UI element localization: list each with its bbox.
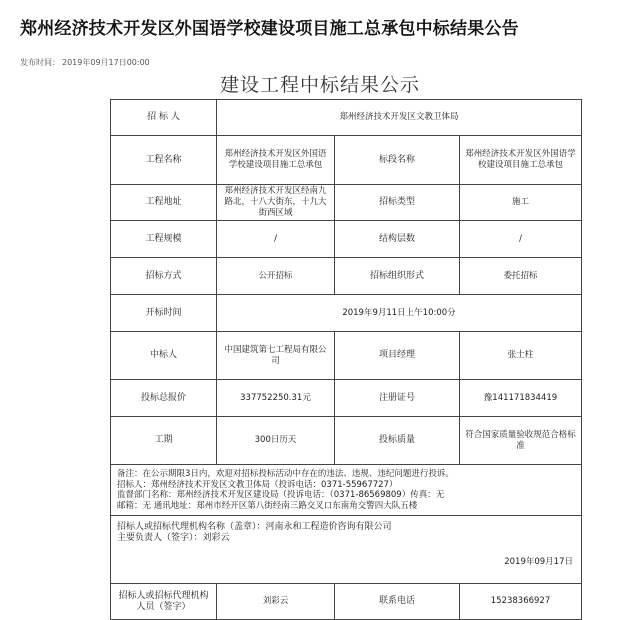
tender-organization-value: 委托招标 [460, 258, 582, 295]
structure-floors-value: / [460, 221, 582, 258]
table-row [111, 417, 582, 465]
announcement-headline: 郑州经济技术开发区外国语学校建设项目施工总承包中标结果公告 [20, 19, 519, 39]
document-title: 建设工程中标结果公示 [219, 74, 420, 96]
tenderer-label: 招 标 人 [111, 100, 217, 136]
tenderer-value: 郑州经济技术开发区文教卫体局 [217, 100, 582, 136]
bid-price-label: 投标总报价 [111, 380, 217, 417]
project-address-label: 工程地址 [111, 185, 217, 221]
bid-price-value: 337752250.31元 [217, 380, 335, 417]
contact-person-label: 招标人或招标代理机构人员（签字） [111, 584, 217, 620]
bid-quality-value: 符合国家质量验收规范合格标准 [460, 417, 582, 465]
project-manager-label: 项目经理 [335, 332, 460, 380]
table-row [111, 332, 582, 380]
table-row [111, 465, 582, 516]
publish-time [20, 57, 152, 68]
notes-cell [111, 465, 582, 516]
tender-type-label: 招标类型 [335, 185, 460, 221]
project-scale-label: 工程规模 [111, 221, 217, 258]
registration-number-value: 豫141171834419 [460, 380, 582, 417]
table-row [111, 516, 582, 584]
tender-type-value: 施工 [460, 185, 582, 221]
opening-time-value: 2019年9月11日上午10:00分 [217, 295, 582, 332]
publish-time-label: 发布时间： [20, 58, 60, 67]
table-row [111, 380, 582, 417]
project-address-value: 郑州经济技术开发区经南九路北，十八大街东，十九大街西区域 [217, 185, 335, 221]
agent-responsible-line: 主要负责人（签字）：刘彩云 [117, 533, 230, 543]
notes-line: 监督部门名称：郑州经济技术开发区建设局（投诉电话：（0371-86569809）传真：无 [117, 490, 445, 500]
project-name-value: 郑州经济技术开发区外国语学校建设项目施工总承包 [217, 136, 335, 185]
table-row [111, 584, 582, 620]
table-row [111, 258, 582, 295]
table-row [111, 221, 582, 258]
contact-phone-label: 联系电话 [335, 584, 460, 620]
tender-method-value: 公开招标 [217, 258, 335, 295]
signature-date: 2019年09月17日 [504, 557, 573, 567]
contact-person-name: 刘彩云 [217, 584, 335, 620]
tender-method-label: 招标方式 [111, 258, 217, 295]
duration-value: 300日历天 [217, 417, 335, 465]
project-manager-value: 张士柱 [460, 332, 582, 380]
section-name-value: 郑州经济技术开发区外国语学校建设项目施工总承包 [460, 136, 582, 185]
table-row [111, 185, 582, 221]
notes-line: 备注：在公示期限3日内，欢迎对招标投标活动中存在的违法、违规、违纪问题进行投诉。 [117, 469, 454, 479]
opening-time-label: 开标时间 [111, 295, 217, 332]
tender-organization-label: 招标组织形式 [335, 258, 460, 295]
duration-label: 工期 [111, 417, 217, 465]
section-name-label: 标段名称 [335, 136, 460, 185]
project-scale-value: / [217, 221, 335, 258]
agent-name-line: 招标人或招标代理机构名称（盖章）：河南永和工程造价咨询有限公司 [117, 522, 392, 532]
table-row [111, 100, 582, 136]
winner-label: 中标人 [111, 332, 217, 380]
notes-line: 邮箱：无 通讯地址：郑州市经开区第八街经南三路交叉口东南角交警四大队五楼 [117, 500, 418, 511]
agent-cell [111, 516, 582, 584]
contact-phone-value: 15238366927 [460, 584, 582, 620]
table-row [111, 136, 582, 185]
structure-floors-label: 结构层数 [335, 221, 460, 258]
notes-line: 招标人：郑州经济技术开发区文教卫体局（投诉电话：0371-55967727） [117, 479, 398, 490]
bid-quality-label: 投标质量 [335, 417, 460, 465]
publish-time-value: 2019年09月17日00:00 [62, 58, 150, 67]
registration-number-label: 注册证号 [335, 380, 460, 417]
project-name-label: 工程名称 [111, 136, 217, 185]
bid-result-table [110, 99, 582, 620]
table-row [111, 295, 582, 332]
winner-value: 中国建筑第七工程局有限公司 [217, 332, 335, 380]
